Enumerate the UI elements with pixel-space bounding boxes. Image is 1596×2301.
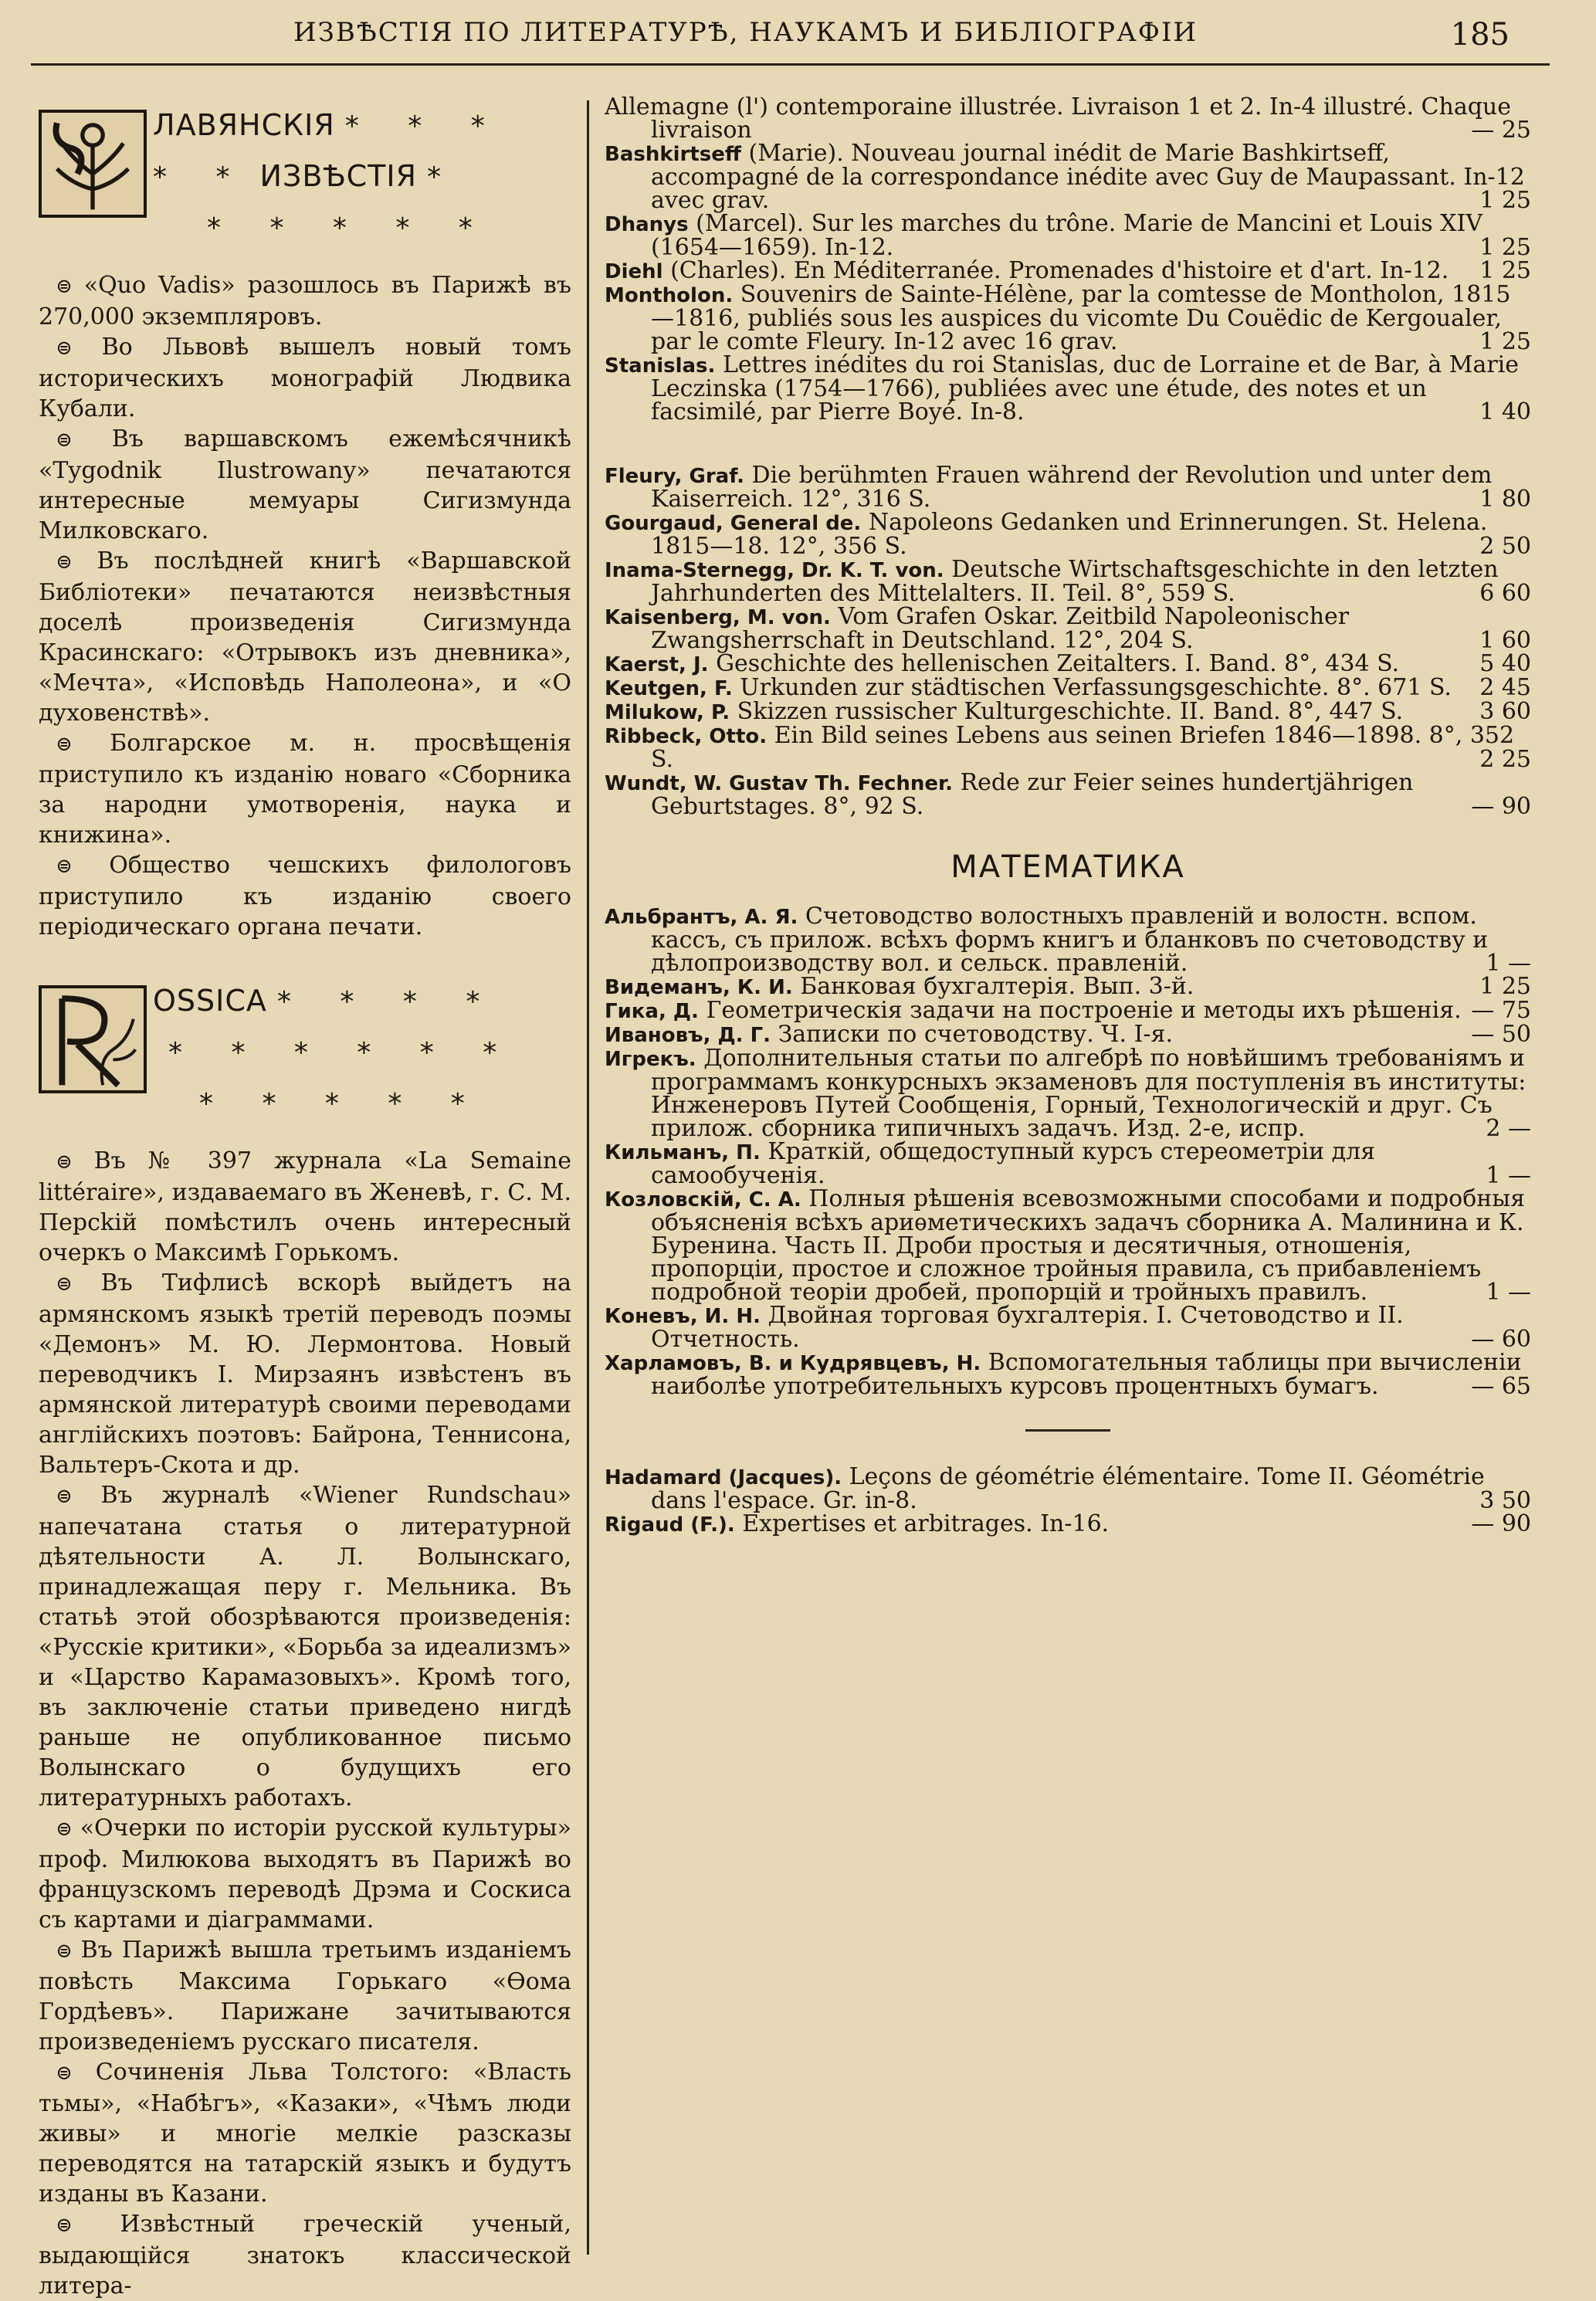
book-text: Записки по счетоводству. Ч. I-я. [771,1021,1174,1048]
book-author: Milukow, P. [605,701,730,724]
book-text: Geschichte des hellenischen Zeitalters. I. Band. 8°, 434 S. [708,650,1400,677]
stars: * * * * [276,986,500,1018]
book-author: Bashkirtseff [605,143,741,166]
book-text: contemporaine illustrée. Livraison 1 et 2. In-4 illustré. Chaque livraison [651,93,1511,144]
book-text: Геометрическія задачи на построеніе и методы ихъ рѣшенія. [698,997,1462,1024]
book-author: Гика, Д. [605,1000,699,1023]
book-author: Козловскій, С. А. [605,1188,801,1211]
stars: * * [153,161,250,193]
stars: * [427,161,462,193]
book-entry [605,605,1531,652]
right-column [605,93,1531,1537]
book-price: 1 25 [1479,187,1531,214]
book-entry [605,652,1531,676]
book-entry [605,464,1531,511]
book-text: Дополнительныя статьи по алгебрѣ по новѣйшимъ требованіямъ и программамъ конкурсныхъ экзаменовъ для поступленія въ институты: Инженеровъ Путей Сообщенія, Горный, Технологическій и друг. Съ прилож. сборника типичныхъ задачъ. Изд. 2-е, испр. [651,1045,1527,1142]
book-entry [605,676,1531,700]
decorative-initial-r-icon [39,985,147,1093]
book-price: 2 50 [1479,533,1531,560]
news-item: ⊜ Въ № 397 журнала «La Semaine littéraire», издаваемаго въ Женевѣ, г. С. М. Персkій помѣстилъ очень интересный очеркъ о Максимѣ Горькомъ. [39,1146,571,1268]
rossica-heading-line1: OSSICA [153,984,267,1018]
book-entry [605,700,1531,724]
book-text: Leçons de géométrie élémentaire. Tome II. Géométrie dans l'espace. Gr. in-8. [651,1463,1485,1514]
book-text: (Charles). En Méditerranée. Promenades d'histoire et d'art. In-12. [662,257,1449,284]
book-author: Stanislas. [605,354,716,378]
book-price: 1 40 [1479,398,1531,425]
book-entry [605,1023,1531,1047]
rossica-news [39,1146,571,2301]
book-price: — 75 [1471,997,1531,1024]
book-text: (Marcel). Sur les marches du trône. Marie de Mancini et Louis XIV (1654—1659). In-12. [651,210,1483,261]
book-price: 3 50 [1479,1487,1531,1514]
book-entry [605,724,1531,771]
book-price: 6 60 [1479,580,1531,607]
book-entry [605,511,1531,558]
book-author: Keutgen, F. [605,677,733,700]
book-price: — 65 [1471,1373,1531,1400]
book-author: Коневъ, И. Н. [605,1305,761,1328]
book-author: Montholon. [605,284,734,307]
book-price: — 50 [1471,1021,1531,1048]
book-text: (Marie). Nouveau journal inédit de Marie Bashkirtseff, accompagné de la correspondance inédite avec Guy de Maupassant. In-12 avec grav. [651,140,1525,214]
news-item: ⊜ «Quo Vadis» разошлось въ Парижѣ въ 270,000 экземпляровъ. [39,270,571,332]
book-entry [605,142,1531,212]
news-item: ⊜ Сочиненія Льва Толстого: «Власть тьмы», «Набѣгъ», «Казаки», «Чѣмъ люди живы» и многіе мелкіе разсказы переводятся на татарскій языкъ и будутъ изданы въ Казани. [39,2057,571,2209]
news-item: ⊜ Извѣстный греческій ученый, выдающійся знатокъ классической литера- [39,2209,571,2301]
book-author: Hadamard (Jacques). [605,1466,842,1489]
book-author: Inama-Sternegg, Dr. K. T. von. [605,559,944,582]
book-author: Кильманъ, П. [605,1141,761,1164]
section-divider [1025,1429,1110,1432]
top-rule [31,63,1550,66]
book-price: — 60 [1471,1326,1531,1353]
book-price: 1 80 [1479,486,1531,513]
book-text: Двойная торговая бухгалтерія. I. Счетоводство и II. Отчетность. [651,1302,1404,1353]
book-text: Полныя рѣшенія всевозможными способами и подробныя объясненія всѣхъ ариѳметическихъ задачъ сборника А. Малинина и К. Буренина. Часть II. Дроби простыя и десятичныя, отношенія, пропорціи, простое и сложное тройныя правила, съ прибавленіемъ подробной теоріи дробей, пропорцій и тройныхъ правилъ. [651,1185,1526,1306]
french-books-list [605,93,1531,425]
book-author: Gourgaud, General de. [605,512,862,535]
book-author: Ribbeck, Otto. [605,725,768,748]
news-item: ⊜ Въ Парижѣ вышла третьимъ изданіемъ повѣсть Максима Горькаго «Ѳома Гордѣевъ». Парижане зачитываются произведеніемъ русскаго писателя. [39,1935,571,2057]
math-section-title: МАТЕМАТИКА [950,849,1185,885]
book-text: Deutsche Wirtschaftsgeschichte in den letzten Jahrhunderten des Mittelalters. II. Teil. 8°, 559 S. [651,556,1499,607]
book-text: Die berühmten Frauen während der Revolution und unter dem Kaiserreich. 12°, 316 S. [651,462,1493,513]
book-price: — 25 [1471,117,1531,144]
math-books-list [605,905,1531,1398]
stars: * * * [344,110,505,142]
book-author: Игрекъ. [605,1048,696,1071]
book-author: Kaerst, J. [605,653,709,676]
book-entry [605,1510,1531,1537]
french-math-books-list [605,1463,1531,1537]
book-text: Lettres inédites du roi Stanislas, duc de Lorraine et de Bar, à Marie Leczinska (1754—1766), publiées avec une étude, des notes et un facsimilé, par Pierre Boyé. In-8. [651,351,1520,425]
slav-heading-line2: ИЗВѢСТІЯ [259,159,418,193]
news-item: ⊜ Въ варшавскомъ ежемѣсячникѣ «Tygodnik Ilustrowany» печатаются интересные мемуары Сигизмунда Милковскаго. [39,424,571,546]
book-text: Urkunden zur städtischen Verfassungsgeschichte. 8°. 671 S. [732,674,1452,701]
book-price: 1 25 [1479,257,1531,284]
book-text: Банковая бухгалтерія. Вып. 3-й. [792,973,1194,1000]
book-entry [605,558,1531,605]
book-entry [605,905,1531,975]
book-text: Expertises et arbitrages. In-16. [734,1510,1110,1537]
book-price: 2 — [1486,1115,1531,1142]
book-entry [605,1304,1531,1351]
book-price: — 90 [1471,1510,1531,1537]
book-entry [605,1463,1531,1514]
book-text: Souvenirs de Sainte-Hélène, par la comtesse de Montholon, 1815—1816, publiés sous les auspices du vicomte Du Couëdic de Kergoualer, par le comte Fleury. In-12 avec 16 grav. [651,281,1511,355]
book-entry [605,999,1531,1023]
book-author: Wundt, W. Gustav Th. Fechner. [605,772,954,795]
book-price: 1 25 [1479,973,1531,1000]
slav-heading [39,100,571,263]
book-entry [605,771,1531,818]
book-text: Вспомогательныя таблицы при вычисленіи наиболѣе употребительныхъ курсовъ процентныхъ бумагъ. [651,1349,1522,1400]
book-entry [605,283,1531,354]
book-text: Rede zur Feier seines hundertjährigen Geburtstages. 8°, 92 S. [651,769,1414,820]
slav-heading-line1: ЛАВЯНСКІЯ [153,108,335,142]
news-item: ⊜ Болгарское м. н. просвѣщенія приступило къ изданію новаго «Сборника за народни умотворенія, наука и книжина». [39,728,571,850]
book-author: Diehl [605,260,663,283]
book-price: 2 25 [1479,746,1531,773]
book-price: 1 — [1486,950,1531,977]
running-title: ИЗВѢСТІЯ ПО ЛИТЕРАТУРѢ, НАУКАМЪ И БИБЛІОГРАФІИ [293,17,1198,48]
book-price: — 90 [1471,793,1531,820]
left-column [39,100,571,2301]
news-item: ⊜ Въ послѣдней книгѣ «Варшавской Библіотеки» печатаются неизвѣстныя доселѣ произведенія Сигизмунда Красинскаго: «Отрывокъ изъ дневника», «Мечта», «Исповѣдь Наполеона», и «О духовенствѣ». [39,546,571,728]
book-text: Skizzen russischer Kulturgeschichte. II. Band. 8°, 447 S. [730,698,1404,725]
slav-news [39,270,571,942]
book-text: Vom Grafen Oskar. Zeitbild Napoleonischer Zwangsherrschaft in Deutschland. 12°, 204 S. [651,603,1350,654]
news-item: ⊜ «Очерки по исторіи русской культуры» проф. Милюкова выходятъ въ Парижѣ во французскомъ переводѣ Дрэма и Соскиса съ картами и діаграммами. [39,1813,571,1935]
book-text: Счетоводство волостныхъ правленій и волостн. вспом. кассъ, съ прилож. всѣхъ формъ книгъ и бланковъ по счетоводству и дѣлопроизводству вол. и сельск. правленій. [651,903,1489,977]
book-price: 5 40 [1479,650,1531,677]
book-entry [605,212,1531,259]
book-author: Kaisenberg, M. von. [605,606,831,629]
book-entry [605,1140,1531,1188]
book-text: Napoleons Gedanken und Erinnerungen. St. Helena. 1815—18. 12°, 356 S. [651,509,1488,560]
book-price: 1 — [1486,1279,1531,1306]
decorative-initial-s-icon [39,110,147,218]
book-entry [605,1185,1531,1306]
book-author: Видеманъ, К. И. [605,976,793,999]
book-author: Dhanys [605,213,689,236]
book-entry [605,975,1531,999]
stars: * * * * * [199,1088,485,1120]
book-price: 1 25 [1479,234,1531,261]
book-price: 1 25 [1479,328,1531,355]
book-author: Fleury, Graf. [605,465,744,488]
stars: * * * * * [207,212,493,244]
book-author: Харламовъ, В. и Кудрявцевъ, Н. [605,1352,981,1375]
rossica-heading [39,976,571,1138]
page-number: 185 [1450,17,1510,53]
news-item: ⊜ Во Львовѣ вышелъ новый томъ историческихъ монографій Людвика Кубали. [39,332,571,424]
book-entry [605,259,1531,283]
book-entry [605,1047,1531,1140]
book-author: Ивановъ, Д. Г. [605,1024,771,1047]
book-price: 1 60 [1479,627,1531,654]
stars: * * * * * * [168,1037,517,1069]
book-text: Краткій, общедоступный курсъ стереометріи для самообученія. [651,1138,1376,1189]
column-rule [587,100,589,2255]
news-item: ⊜ Общество чешскихъ филологовъ приступило къ изданію своего періодическаго органа печати. [39,850,571,942]
news-item: ⊜ Въ журналѣ «Wiener Rundschau» напечатана статья о литературной дѣятельности А. Л. Волынскаго, принадлежащая перу г. Мельника. Въ статьѣ этой обозрѣваются произведенія: «Русскіе критики», «Борьба за идеализмъ» и «Царство Карамазовыхъ». Кромѣ того, въ заключеніе статьи приведено нигдѣ раньше не опубликованное письмо Волынскаго о будущихъ его литературныхъ работахъ. [39,1480,571,1813]
book-text: Ein Bild seines Lebens aus seinen Briefen 1846—1898. 8°, 352 S. [651,722,1515,773]
german-books-list [605,464,1531,818]
book-author: Allemagne (l') [605,93,776,120]
book-entry [605,93,1531,144]
book-price: 2 45 [1479,674,1531,701]
news-item: ⊜ Въ Тифлисѣ вскорѣ выйдетъ на армянскомъ языкѣ третій переводъ поэмы «Демонъ» М. Ю. Лермонтова. Новый переводчикъ І. Мирзаянъ извѣстенъ въ армянской литературѣ своими переводами англійскихъ поэтовъ: Байрона, Теннисона, Вальтеръ-Скота и др. [39,1268,571,1480]
book-author: Rigaud (F.). [605,1513,735,1537]
book-entry [605,1351,1531,1398]
book-entry [605,351,1531,425]
book-price: 1 — [1486,1162,1531,1189]
book-price: 3 60 [1479,698,1531,725]
book-author: Альбрантъ, А. Я. [605,906,798,929]
